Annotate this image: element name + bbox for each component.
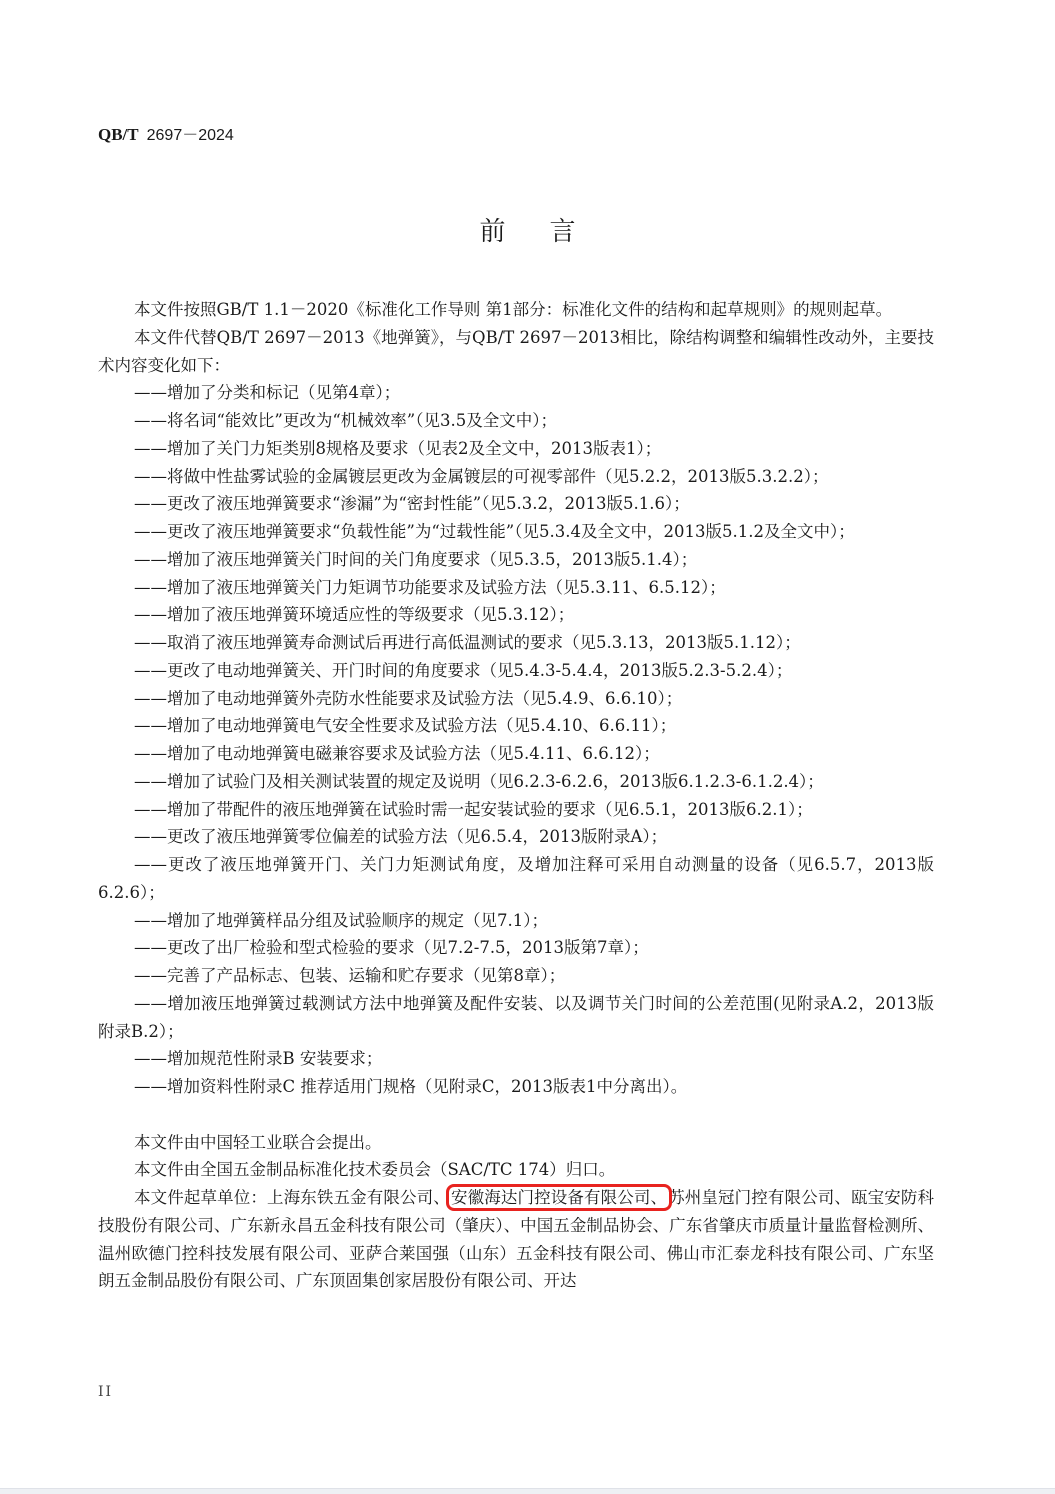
list-item: ——增加规范性附录B 安装要求； xyxy=(134,1049,383,1069)
list-item: ——增加了液压地弹簧关门力矩调节功能要求及试验方法（见5.3.11、6.5.12）； xyxy=(134,577,726,597)
list-item: ——更改了液压地弹簧零位偏差的试验方法（见6.5.4，2013版附录A）； xyxy=(134,827,668,847)
paragraph-drafting-units xyxy=(98,1184,934,1295)
viewer-bottom-edge xyxy=(0,1488,1055,1494)
document-body xyxy=(98,296,934,1295)
list-item: ——增加资料性附录C 推荐适用门规格（见附录C，2013版表1中分离出）。 xyxy=(134,1077,688,1096)
list-item: ——增加了分类和标记（见第4章）； xyxy=(134,383,401,403)
list-item: ——更改了液压地弹簧要求“渗漏”为“密封性能”（见5.3.2，2013版5.1.6）； xyxy=(134,494,690,514)
list-item: ——取消了液压地弹簧寿命测试后再进行高低温测试的要求（见5.3.13，2013版5.1.12）； xyxy=(134,633,801,652)
list-item: ——将做中性盐雾试验的金属镀层更改为金属镀层的可视零部件（见5.2.2，2013版5.3.2.2）； xyxy=(134,466,829,486)
list-item: ——增加了关门力矩类别8规格及要求（见表2及全文中，2013版表1）； xyxy=(134,438,662,458)
drafting-units-prefix: 本文件起草单位：上海东铁五金有限公司、 xyxy=(134,1188,450,1207)
list-item: ——增加了地弹簧样品分组及试验顺序的规定（见7.1）； xyxy=(134,910,548,930)
list-item: ——完善了产品标志、包装、运输和贮存要求（见第8章）； xyxy=(134,966,566,985)
page-title: 前言 xyxy=(479,217,620,247)
paragraph-spacer xyxy=(98,1101,934,1129)
list-item: ——增加了液压地弹簧环境适应性的等级要求（见5.3.12）； xyxy=(134,605,575,625)
paragraph-proposed-by: 本文件由中国轻工业联合会提出。 xyxy=(134,1132,382,1152)
paragraph-replacement: 本文件代替QB/T 2697－2013《地弹簧》，与QB/T 2697－2013相比，除结构调整和编辑性改动外，主要技术内容变化如下： xyxy=(98,327,934,375)
list-item: ——更改了电动地弹簧关、开门时间的角度要求（见5.4.3-5.4.4，2013版5.2.3-5.2.4）； xyxy=(134,660,793,680)
list-item: ——增加了带配件的液压地弹簧在试验时需一起安装试验的要求（见6.5.1，2013版6.2.1）； xyxy=(134,799,813,819)
highlighted-company: 安徽海达门控设备有限公司、 xyxy=(450,1188,668,1207)
list-item: ——更改了出厂检验和型式检验的要求（见7.2-7.5，2013版第7章）； xyxy=(134,938,649,958)
list-item: ——增加了液压地弹簧关门时间的关门角度要求（见5.3.5，2013版5.1.4）； xyxy=(134,549,698,569)
list-item: ——增加了电动地弹簧电气安全性要求及试验方法（见5.4.10、6.6.11）； xyxy=(134,716,677,736)
list-item: ——更改了液压地弹簧要求“负载性能”为“过载性能”（见5.3.4及全文中，2013版5.1.2及全文中）； xyxy=(134,522,855,541)
list-item: ——增加了试验门及相关测试装置的规定及说明（见6.2.3-6.2.6，2013版6.1.2.3-6.1.2.4）； xyxy=(134,771,824,791)
drafting-units-rest: 苏州皇冠门控有限公司、瓯宝安防科技股份有限公司、广东新永昌五金科技有限公司（肇庆）、中国五金制品协会、广东省肇庆市质量计量监督检测所、温州欧德门控科技发展有限公司、亚萨合莱国强（山东）五金科技有限公司、佛山市汇泰龙科技有限公司、广东坚朗五金制品股份有限公司、广东顶固集创家居股份有限公司、开达 xyxy=(98,1188,935,1291)
paragraph-drafting-rules: 本文件按照GB/T 1.1－2020《标准化工作导则 第1部分：标准化文件的结构和起草规则》的规则起草。 xyxy=(134,300,893,319)
list-item: ——将名词“能效比”更改为“机械效率”（见3.5及全文中）； xyxy=(134,411,557,430)
standard-code xyxy=(98,124,234,147)
list-item: ——增加液压地弹簧过载测试方法中地弹簧及配件安装、以及调节关门时间的公差范围(见附录A.2，2013版附录B.2）； xyxy=(98,993,934,1041)
paragraph-centralized-by: 本文件由全国五金制品标准化技术委员会（SAC/TC 174）归口。 xyxy=(134,1160,616,1180)
list-item: ——增加了电动地弹簧电磁兼容要求及试验方法（见5.4.11、6.6.12）； xyxy=(134,744,660,763)
page-number: II xyxy=(98,1384,114,1400)
changes-list xyxy=(98,379,934,1101)
standard-prefix: QB/T xyxy=(98,125,139,144)
list-item: ——更改了液压地弹簧开门、关门力矩测试角度，及增加注释可采用自动测量的设备（见6.5.7，2013版6.2.6）； xyxy=(98,855,934,902)
list-item: ——增加了电动地弹簧外壳防水性能要求及试验方法（见5.4.9、6.6.10）； xyxy=(134,688,683,708)
standard-number: 2697－2024 xyxy=(146,127,234,144)
